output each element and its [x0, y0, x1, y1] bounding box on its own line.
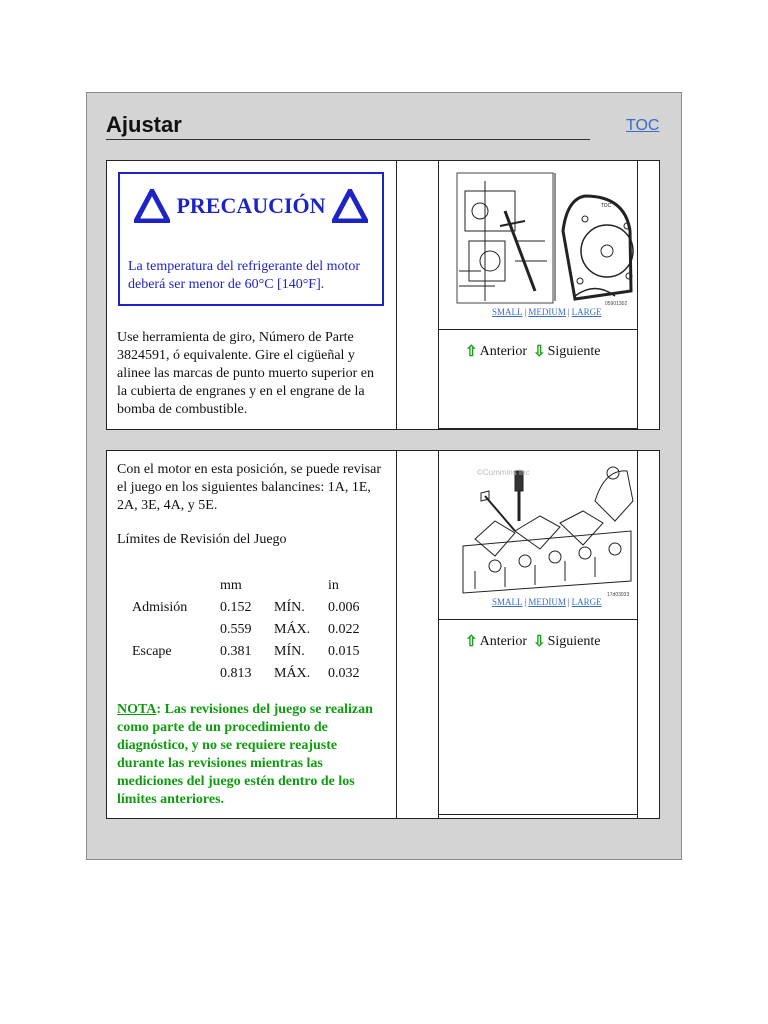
title-underline [106, 139, 590, 140]
note-text [117, 701, 387, 809]
figure-code: 05901302 [605, 301, 628, 307]
up-arrow-icon: ⇧ [465, 634, 478, 650]
previous-label: Anterior [479, 343, 528, 359]
column-divider [396, 451, 397, 818]
intro-text: Con el motor en esta posición, se puede revisar el juego en los siguientes balancines: 1A, 1E, 2A, 3E, 4A, y 5E. [117, 462, 381, 513]
navigation-row [465, 632, 600, 651]
next-link[interactable] [533, 342, 600, 361]
instruction-text: Use herramienta de giro, Número de Parte 3824591, ó equivalente. Gire el cigüeñal y alinee las marcas de punto muerto superior en la cubierta de engranes y en el engrane de la bomba de combustible. [117, 330, 374, 417]
engine-gear-image [455, 171, 637, 309]
size-small-link[interactable]: SMALL [492, 307, 523, 317]
column-header-in: in [328, 578, 339, 593]
rocker-lever-image [455, 461, 637, 599]
previous-label: Anterior [479, 633, 528, 649]
column-divider [396, 161, 397, 429]
column-divider [637, 161, 638, 429]
size-medium-link[interactable]: MEDIUM [528, 307, 566, 317]
column-header-mm: mm [220, 578, 242, 593]
note-body: : Las revisiones del juego se realizan como parte de un procedimiento de diagnóstico, y no se requiere reajuste durante las revisiones mientras las mediciones del juego estén dentro de los límites anteriores. [117, 702, 373, 807]
image-size-links: SMALL | MEDIUM | LARGE [492, 597, 602, 607]
page-title: Ajustar [106, 112, 182, 137]
tdc-label: TDC [601, 203, 612, 209]
next-label: Siguiente [547, 633, 601, 649]
table-row: 0.559 MÁX. 0.022 [220, 622, 360, 637]
size-medium-link[interactable]: MEDIUM [528, 597, 566, 607]
image-size-links: SMALL | MEDIUM | LARGE [492, 307, 602, 317]
step-panel-1 [106, 160, 660, 430]
warning-triangle-icon [332, 189, 368, 223]
caution-box [118, 172, 384, 306]
size-large-link[interactable]: LARGE [571, 307, 602, 317]
column-divider [637, 451, 638, 818]
table-header-row [125, 575, 375, 597]
navigation-row [465, 342, 600, 361]
engine-gear-illustration[interactable] [455, 171, 637, 309]
next-label: Siguiente [547, 343, 601, 359]
table-row: 0.813 MÁX. 0.032 [220, 666, 360, 681]
previous-link[interactable] [465, 632, 527, 651]
step-panel-2 [106, 450, 660, 819]
up-arrow-icon: ⇧ [465, 344, 478, 360]
next-link[interactable] [533, 632, 600, 651]
down-arrow-icon: ⇩ [533, 634, 546, 650]
note-label: NOTA [117, 702, 157, 717]
size-small-link[interactable]: SMALL [492, 597, 523, 607]
table-row: Admisión 0.152 MÍN. 0.006 [132, 600, 360, 615]
figure-code: 17d03933 [607, 592, 630, 598]
warning-triangle-icon [134, 189, 170, 223]
limits-title: Límites de Revisión del Juego [117, 532, 287, 547]
limits-table [125, 575, 375, 685]
down-arrow-icon: ⇩ [533, 344, 546, 360]
toc-link[interactable]: TOC [626, 117, 660, 134]
previous-link[interactable] [465, 342, 527, 361]
image-watermark: ©Cummins Inc [477, 468, 530, 477]
navigation-box [439, 619, 637, 815]
table-row: Escape 0.381 MÍN. 0.015 [132, 644, 360, 659]
caution-text: La temperatura del refrigerante del motor deberá ser menor de 60°C [140°F]. [128, 259, 361, 292]
size-large-link[interactable]: LARGE [571, 597, 602, 607]
navigation-box [439, 329, 637, 429]
rocker-lever-illustration[interactable] [455, 461, 637, 599]
caution-header [120, 186, 382, 226]
caution-title: PRECAUCIÓN [176, 193, 326, 218]
